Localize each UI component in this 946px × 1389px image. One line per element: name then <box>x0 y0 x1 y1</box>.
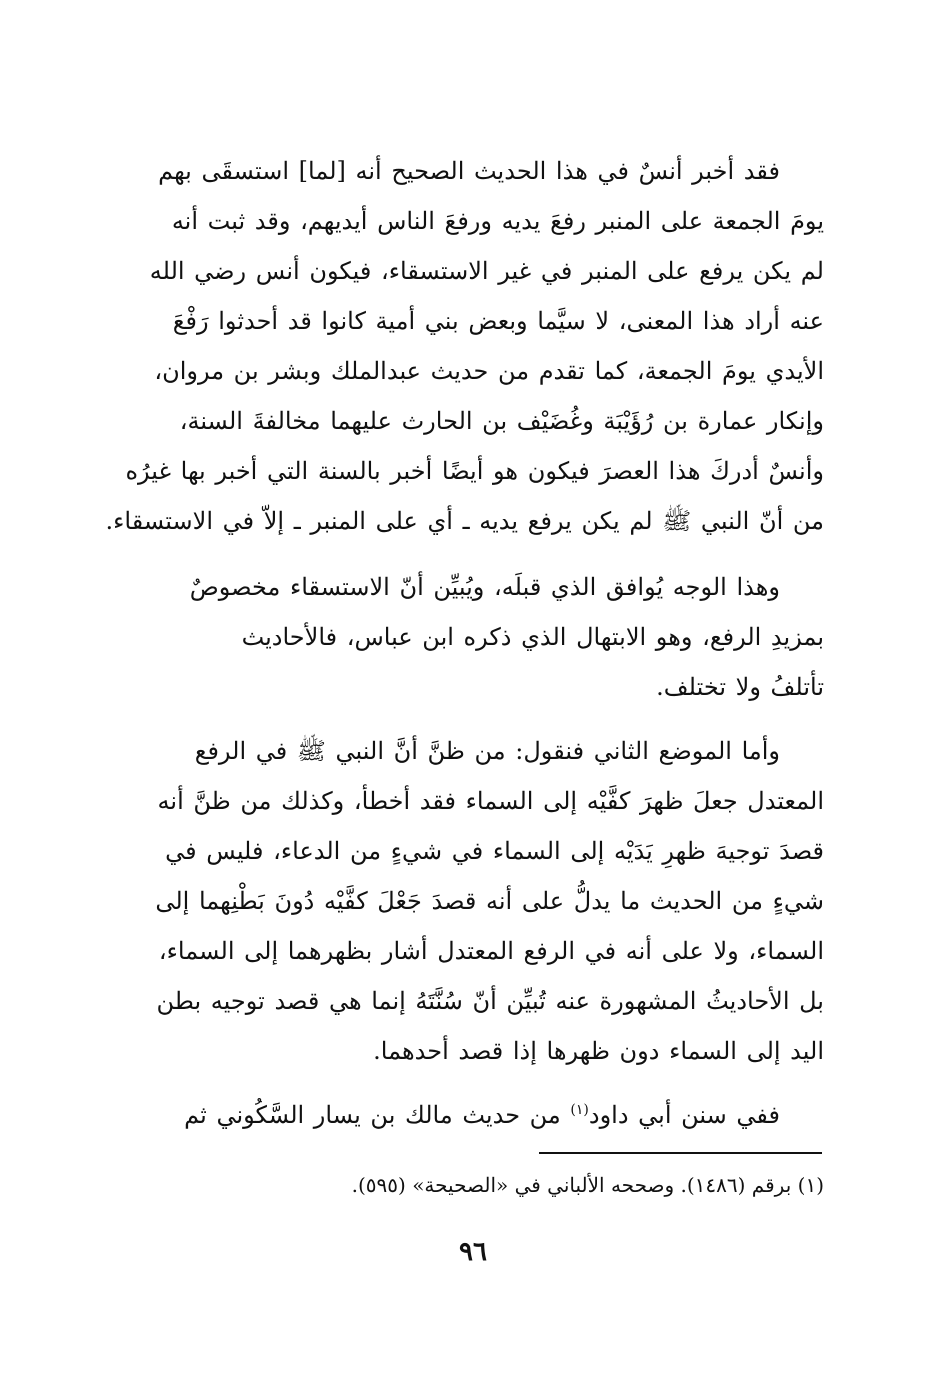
text-line <box>100 1090 824 1140</box>
text-line: السماء، ولا على أنه في الرفع المعتدل أشار بظهرهما إلى السماء، <box>158 937 824 965</box>
text-line: لم يكن يرفع على المنبر في غير الاستسقاء، فيكون أنس رضي الله <box>149 257 824 285</box>
page-number: ٩٦ <box>459 1237 487 1267</box>
text-fragment: من حديث مالك بن يسار السَّكُوني ثم <box>184 1101 561 1129</box>
text-line: وأما الموضع الثاني فنقول: من ظنَّ أنَّ النبي ﷺ في الرفع <box>194 737 780 765</box>
text-line: فقد أخبر أنسٌ في هذا الحديث الصحيح أنه [لما] استسقَى بهم <box>158 157 780 185</box>
paragraph-1 <box>100 146 824 546</box>
text-line: وهذا الوجه يُوافق الذي قبلَه، ويُبيِّن أنّ الاستسقاء مخصوصٌ <box>189 573 780 601</box>
footnote: (١) برقم (١٤٨٦). وصححه الألباني في «الصحيحة» (٥٩٥). <box>351 1173 824 1197</box>
text-fragment: ففي سنن أبي داود <box>588 1101 780 1129</box>
text-line: شيءٍ من الحديث ما يدلُّ على أنه قصدَ جَعْلَ كفَّيْه دُونَ بَطْنِهما إلى <box>155 887 824 915</box>
text-line: عنه أراد هذا المعنى، لا سيَّما وبعض بني أمية كانوا قد أحدثوا رَفْعَ <box>172 307 824 335</box>
text-line: المعتدل جعلَ ظهرَ كفَّيْه إلى السماء فقد أخطأ، وكذلك من ظنَّ أنه <box>157 787 824 815</box>
text-line: تأتلفُ ولا تختلف. <box>656 673 824 701</box>
text-line: من أنّ النبي ﷺ لم يكن يرفع يديه ـ أي على المنبر ـ إلاّ في الاستسقاء. <box>105 507 824 535</box>
text-line: بل الأحاديثُ المشهورة عنه تُبيِّن أنّ سُنَّتَهُ إنما هي قصد توجيه بطن <box>156 987 824 1015</box>
paragraph-4 <box>100 1090 824 1140</box>
footnote-marker[interactable]: (١) <box>570 1102 589 1118</box>
main-text <box>100 146 824 1154</box>
text-line: قصدَ توجيهَ ظهرِ يَدَيْه إلى السماء في شيءٍ من الدعاء، فليس في <box>165 837 824 865</box>
text-line: يومَ الجمعة على المنبر رفعَ يديه ورفعَ الناس أيديهم، وقد ثبت أنه <box>171 207 824 235</box>
text-line: بمزيدِ الرفع، وهو الابتهال الذي ذكره ابن عباس، فالأحاديث <box>241 623 824 651</box>
text-line: الأيدي يومَ الجمعة، كما تقدم من حديث عبدالملك وبشر بن مروان، <box>154 357 824 385</box>
text-line: وإنكار عمارة بن رُؤَيْبَة وغُضَيْف بن الحارث عليهما مخالفةَ السنة، <box>179 407 824 435</box>
text-line: وأنسٌ أدركَ هذا العصرَ فيكون هو أيضًا أخبر بالسنة التي أخبر بها غيرُه <box>125 457 824 485</box>
footnote-divider <box>539 1152 822 1154</box>
paragraph-3 <box>100 726 824 1076</box>
paragraph-2 <box>100 562 824 712</box>
text-line: اليد إلى السماء دون ظهرها إذا قصد أحدهما. <box>373 1037 824 1065</box>
